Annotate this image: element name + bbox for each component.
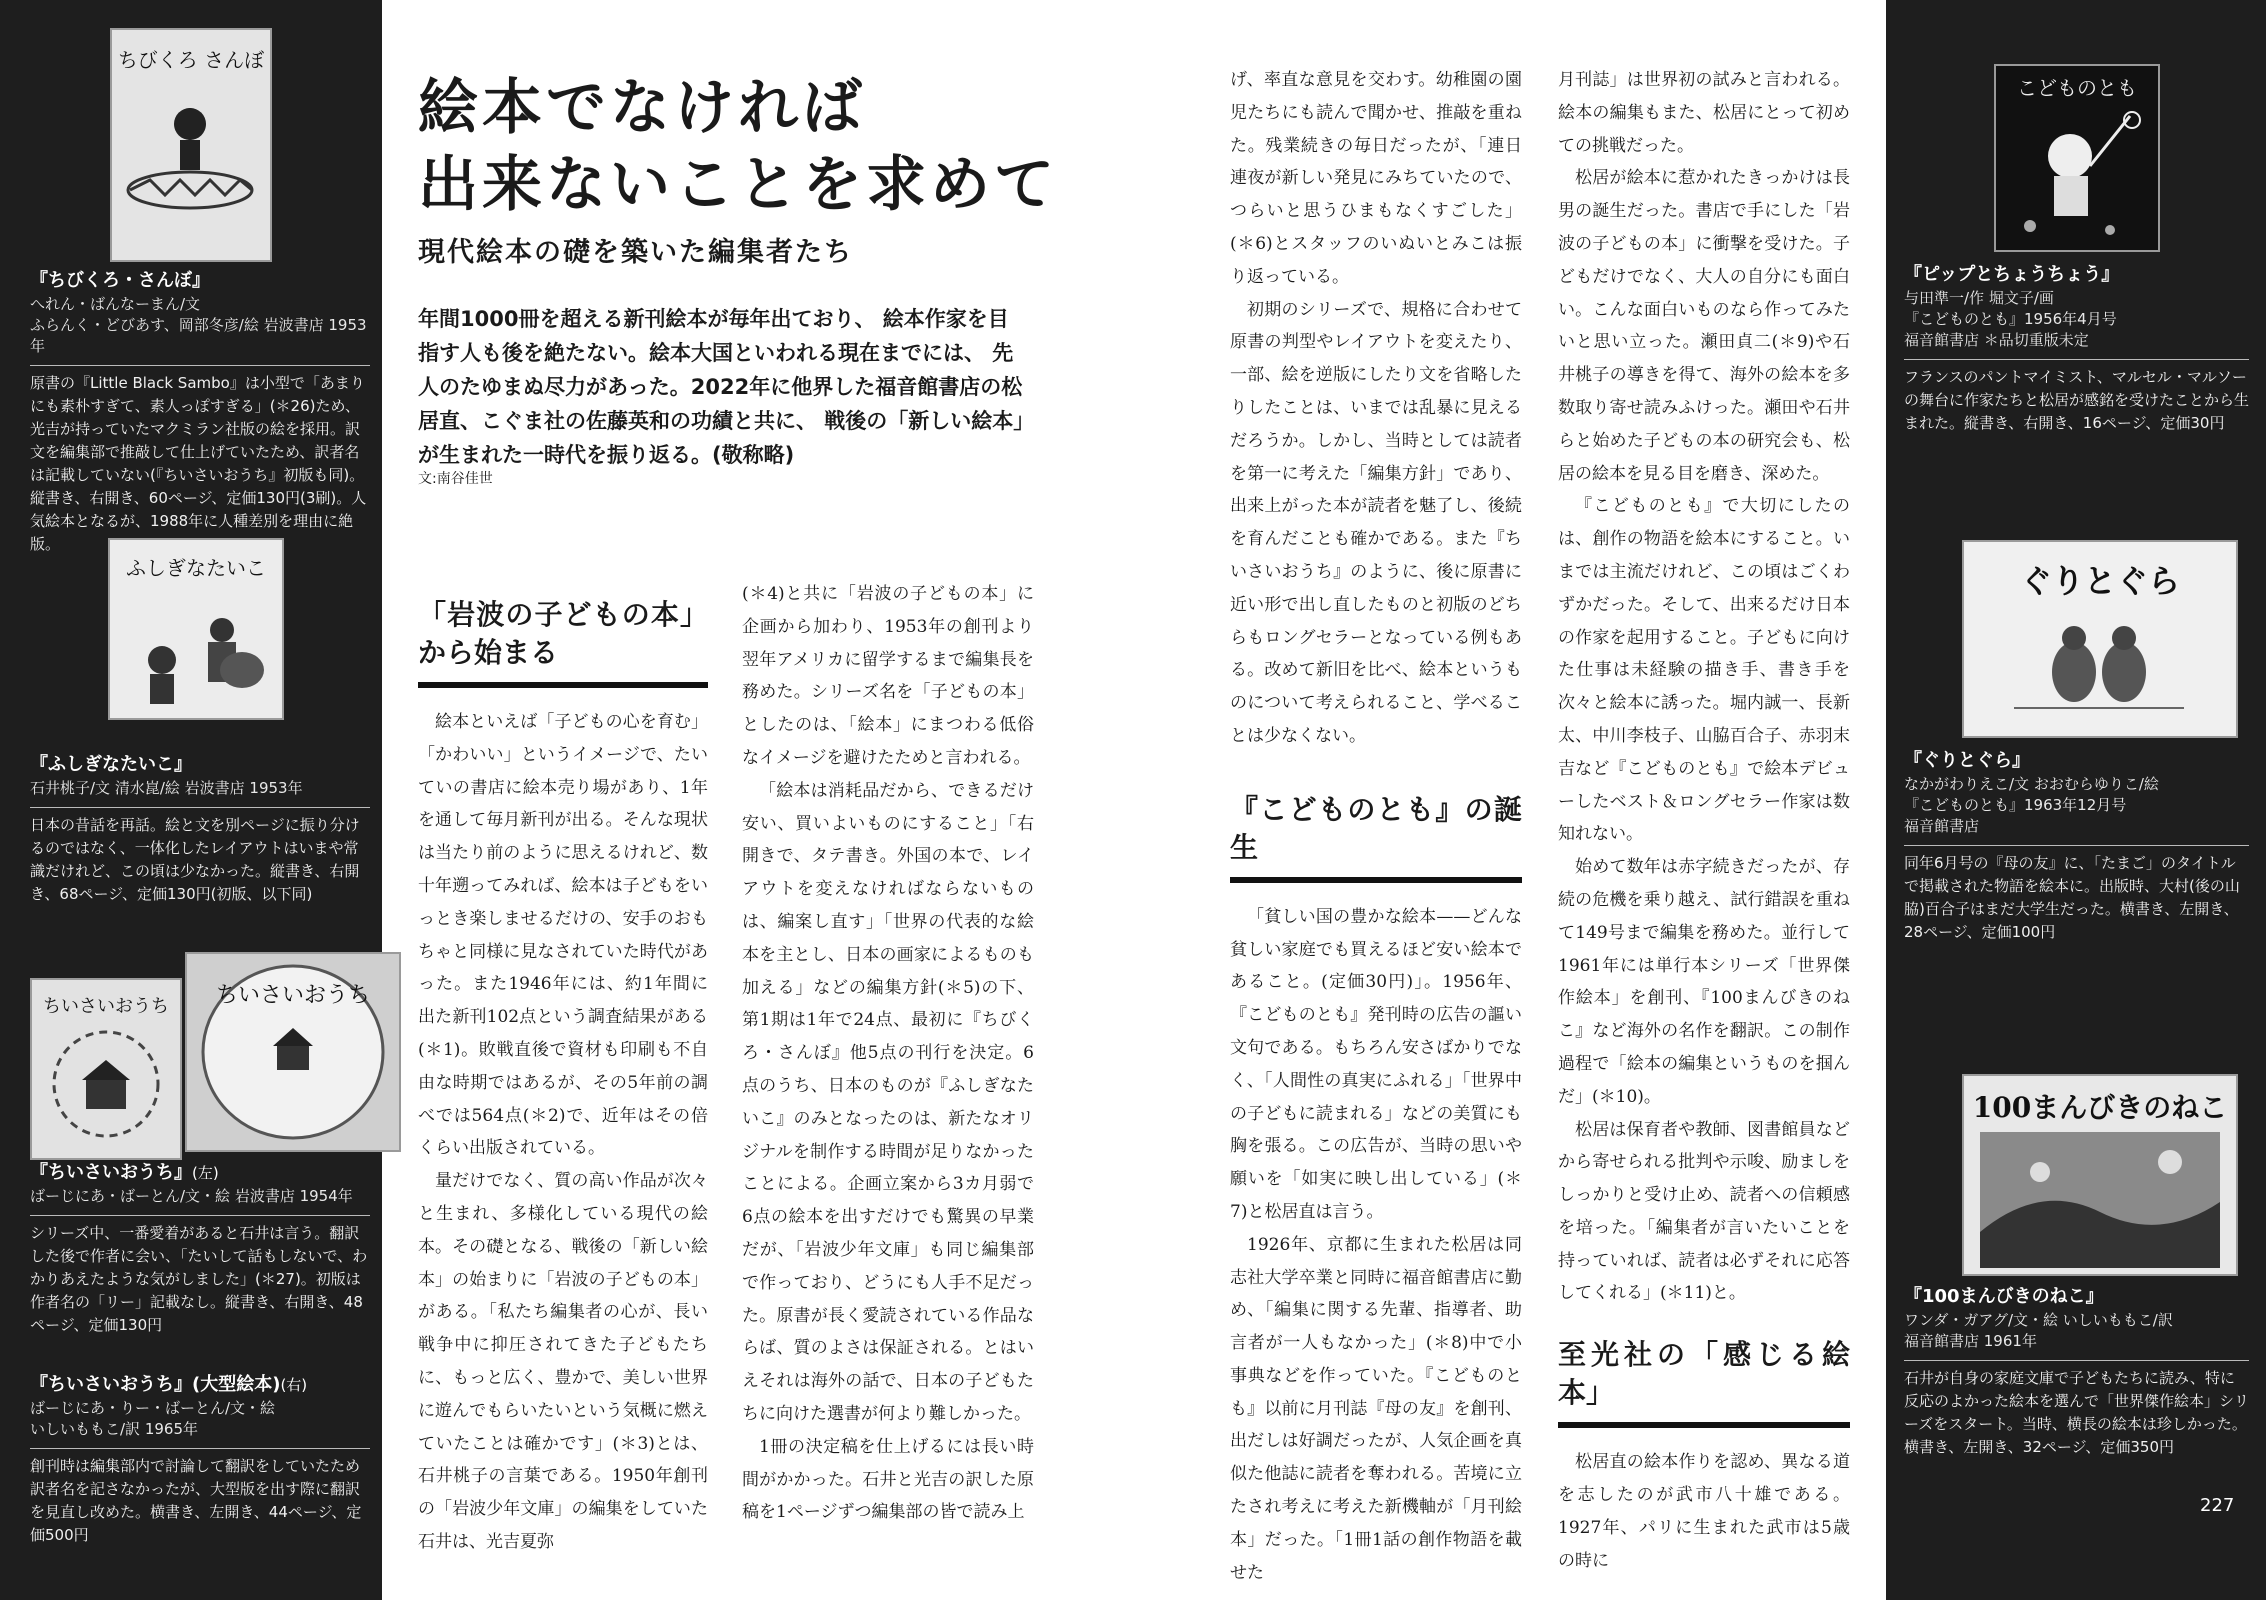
mice-illustration bbox=[1994, 612, 2204, 722]
house-illustration bbox=[46, 1024, 166, 1144]
book-cover-chiisai-ouchi-small bbox=[30, 978, 182, 1160]
left-sidebar bbox=[0, 0, 382, 1600]
caption-fushigina-taiko bbox=[30, 752, 370, 906]
drum-illustration bbox=[122, 590, 272, 710]
book-credits: ワンダ・ガアグ/文・絵 いしいももこ/訳 福音館書店 1961年 bbox=[1904, 1311, 2173, 1350]
book-credits: なかがわりえこ/文 おおむらゆりこ/絵 『こどものとも』1963年12月号 福音館書店 bbox=[1904, 775, 2159, 835]
cover-title: 100まんびきのねこ bbox=[1972, 1091, 2228, 1124]
paragraph: 始めて数年は赤字続きだったが、存続の危機を乗り越え、試行錯誤を重ねて149号まで編集を務めた。並行して1961年には単行本シリーズ「世界傑作絵本」を創刊、『100まんびきのねこ』など海外の名作を翻訳。この制作過程で「絵本の編集というものを掴んだ」(＊10)。 bbox=[1558, 857, 1850, 1107]
paragraph: 量だけでなく、質の高い作品が次々と生まれ、多様化している現代の絵本。その礎となる、戦後の「新しい絵本」の始まりに「岩波の子どもの本」がある。「私たち編集者の心が、長い戦争中に抑圧されてきた子どもたちに、もっと広く、豊かで、美しい世界に遊んでもらいたいという気概に燃えていたことは確かです」(＊3)とは、石井桃子の言葉である。1950年創刊の「岩波少年文庫」の編集をしていた石井は、光吉夏弥 bbox=[418, 1171, 708, 1552]
book-description: 創刊時は編集部内で討論して翻訳をしていたため訳者名を記さなかったが、大型版を出す際に翻訳を見直し改めた。横書き、左開き、44ページ、定価500円 bbox=[30, 1457, 362, 1544]
book-cover-chiisai-ouchi-large bbox=[185, 952, 401, 1152]
column-1 bbox=[418, 596, 708, 1559]
book-title-note: (左) bbox=[192, 1164, 219, 1182]
cover-title-large: ちいさいおうち bbox=[215, 983, 370, 1008]
divider bbox=[30, 1448, 370, 1449]
book-cover-pip-to-chouchou bbox=[1994, 64, 2160, 252]
book-description: シリーズ中、一番愛着があると石井は言う。翻訳した後で作者に会い、「たいして話もしないで、わかりあえたような気がしました」(＊27)。初版は作者名の「リー」記載なし。縦書き、右開き、48ページ、定価130円 bbox=[30, 1224, 368, 1334]
tiger-illustration bbox=[120, 100, 260, 230]
paragraph: 初期のシリーズで、規格に合わせて原書の判型やレイアウトを変えたり、一部、絵を逆版にしたり文を省略したりしたことは、いまでは乱暴に見えるだろうか。しかし、当時としては読者を第一に考えた「編集方針」であり、出来上がった本が読者を魅了し、後続を育んだことも確かである。また『ちいさいおうち』のように、後に原書に近い形で出し直したものと初版のどちらもロングセラーとなっている例もある。改めて新旧を比べ、絵本というものについて考えられること、学べることは少なくない。 bbox=[1230, 299, 1522, 746]
book-cover-fushigina-taiko bbox=[108, 538, 284, 720]
book-cover-chibikuro-sanbo bbox=[110, 28, 272, 262]
book-cover-guri-to-gura bbox=[1962, 540, 2238, 738]
book-title: 『ピップとちょうちょう』 bbox=[1904, 264, 2120, 285]
caption-pip-to-chouchou bbox=[1904, 262, 2249, 435]
article-lead: 年間1000冊を超える新刊絵本が毎年出ており、 絵本作家を目指す人も後を絶たない。絵本大国といわれる現在までには、 先人のたゆまぬ尽力があった。2022年に他界した福音館書店の松居直、こぐま社の佐藤英和の功績と共に、 戦後の「新しい絵本」が生まれた一時代を振り返る。(敬称略) bbox=[418, 307, 1024, 467]
divider bbox=[30, 365, 370, 366]
cover-title: ちびくろ さんぼ bbox=[117, 48, 265, 72]
paragraph: 月刊誌」は世界初の試みと言われる。絵本の編集もまた、松居にとって初めての挑戦だった。 bbox=[1558, 70, 1850, 156]
divider bbox=[1904, 359, 2249, 360]
paragraph: 1冊の決定稿を仕上げるには長い時間がかかった。石井と光吉の訳した原稿を1ページずつ編集部の皆で読み上 bbox=[742, 1436, 1034, 1523]
book-credits: 石井桃子/文 清水崑/絵 岩波書店 1953年 bbox=[30, 779, 303, 797]
paragraph: 『こどものとも』で大切にしたのは、創作の物語を絵本にすること。いまでは主流だけれど、この頃はごくわずかだった。そして、出来るだけ日本の作家を起用すること。子どもに向けた仕事は未経験の描き手、書き手を次々と絵本に誘った。堀内誠一、長新太、中川李枝子、山脇百合子、赤羽末吉など『こどものとも』で絵本デビューしたベスト＆ロングセラー作家は数知れない。 bbox=[1558, 496, 1850, 845]
book-title-text: 『ちいさいおうち』(大型絵本) bbox=[30, 1374, 281, 1395]
book-credits: ばーじにあ・りー・ばーとん/文・絵 いしいももこ/訳 1965年 bbox=[30, 1399, 276, 1438]
caption-guri-to-gura bbox=[1904, 748, 2249, 944]
book-title: 『100まんびきのねこ』 bbox=[1904, 1286, 2104, 1307]
book-title-note: (右) bbox=[280, 1376, 308, 1394]
cover-title: ふしぎなたいこ bbox=[126, 556, 266, 580]
column-2 bbox=[742, 578, 1034, 1529]
cover-title: ぐりとぐら bbox=[2019, 562, 2180, 600]
paragraph: 松居直の絵本作りを認め、異なる道を志したのが武市八十雄である。1927年、パリに生まれた武市は5歳の時に bbox=[1558, 1452, 1850, 1571]
book-title bbox=[30, 1372, 370, 1398]
book-description: フランスのパントマイミスト、マルセル・マルソーの舞台に作家たちと松居が感銘を受けたことから生まれた。縦書き、右開き、16ページ、定価30円 bbox=[1904, 368, 2250, 432]
paragraph: 松居は保育者や教師、図書館員などから寄せられる批判や示唆、励ましをしっかりと受け止め、読者への信頼感を培った。「編集者が言いたいことを持っていれば、読者は必ずそれに応答してくれる」(＊11)と。 bbox=[1558, 1119, 1850, 1304]
book-title: 『ぐりとぐら』 bbox=[1904, 750, 2030, 771]
divider bbox=[30, 1215, 370, 1216]
section-heading-kodomonotomo: 『こどものとも』の誕生 bbox=[1230, 791, 1522, 883]
paragraph: 1926年、京都に生まれた松居は同志社大学卒業と同時に福音館書店に勤め、「編集に関する先輩、指導者、助言者が一人もなかった」(＊8)中で小事典などを作っていた。『こどものとも』以前に月刊誌『母の友』を創刊、出だしは好調だったが、人気企画を真似た他誌に読者を奪われる。苦境に立たされ考えに考えた新機軸が「月刊絵本」だった。「1冊1話の創作物語を載せた bbox=[1230, 1234, 1522, 1583]
cover-title: ちいさいおうち bbox=[43, 996, 169, 1017]
book-credits: ばーじにあ・ばーとん/文・絵 岩波書店 1954年 bbox=[30, 1187, 353, 1205]
divider bbox=[1904, 845, 2249, 846]
right-sidebar bbox=[1886, 0, 2266, 1600]
book-description: 日本の昔話を再話。絵と文を別ページに振り分けるのではなく、一体化したレイアウトはいまや常識だけれど、この頃は少なかった。縦書き、右開き、68ページ、定価130円(初版、以下同) bbox=[30, 816, 360, 903]
paragraph: げ、率直な意見を交わす。幼稚園の園児たちにも読んで聞かせ、推敲を重ねた。残業続きの毎日だったが、「連日連夜が新しい発見にみちていたので、つらいと思うひまもなくすごした」(＊6)とスタッフのいぬいとみこは振り返っている。 bbox=[1230, 70, 1522, 287]
paragraph: 絵本といえば「子どもの心を育む」「かわいい」というイメージで、たいていの書店に絵本売り場があり、1年を通して毎月新刊が出る。そんな現状は当たり前のように思えるけれど、数十年遡ってみれば、絵本は子どもをいっとき楽しませるだけの、安手のおもちゃと同様に見なされていた時代があった。また1946年には、約1年間に出た新刊102点という調査結果がある(＊1)。敗戦直後で資材も印刷も不自由な時期ではあるが、その5年前の調べでは564点(＊2)で、近年はその倍くらい出版されている。 bbox=[418, 712, 708, 1159]
paragraph: 「貧しい国の豊かな絵本——どんな貧しい家庭でも買えるほど安い絵本であること。(定価30円)」。1956年、『こどものとも』発刊時の広告の謳い文句である。もちろん安さばかりでなく、「人間性の真実にふれる」「世界中の子どもに読まれる」などの美質にも胸を張る。この広告が、当時の思いや願いを「如実に映し出している」(＊7)と松居直は言う。 bbox=[1230, 906, 1522, 1222]
child-butterfly-illustration bbox=[2010, 106, 2146, 246]
article-title bbox=[418, 70, 1058, 224]
divider bbox=[30, 807, 370, 808]
article-author: 文:南谷佳世 bbox=[418, 471, 493, 487]
caption-chiisai-ouchi-large bbox=[30, 1372, 370, 1547]
book-description: 同年6月号の『母の友』に、「たまご」のタイトルで掲載された物語を絵本に。出版時、大村(後の山脇)百合子はまだ大学生だった。横書き、左開き、28ページ、定価100円 bbox=[1904, 854, 2240, 941]
title-line-1: 絵本でなければ bbox=[418, 73, 866, 143]
book-description: 石井が自身の家庭文庫で子どもたちに読み、特に反応のよかった絵本を選んで「世界傑作絵本」シリーズをスタート。当時、横長の絵本は珍しかった。横書き、左開き、32ページ、定価350円 bbox=[1904, 1369, 2250, 1456]
cover-title: こどものとも bbox=[2017, 76, 2137, 100]
paragraph: (＊4)と共に「岩波の子どもの本」に企画から加わり、1953年の創刊より翌年アメリカに留学するまで編集長を務めた。シリーズ名を「子どもの本」としたのは、「絵本」にまつわる低俗なイメージを避けたためと言われる。 bbox=[742, 584, 1034, 768]
column-4 bbox=[1558, 64, 1850, 1577]
book-title: 『ふしぎなたいこ』 bbox=[30, 754, 192, 775]
page-number: 227 bbox=[2200, 1495, 2235, 1516]
book-cover-100man-biki-no-neko bbox=[1962, 1074, 2238, 1276]
caption-chibikuro-sanbo bbox=[30, 268, 370, 556]
article-subtitle: 現代絵本の礎を築いた編集者たち bbox=[418, 237, 853, 268]
book-description: 原書の『Little Black Sambo』は小型で「あまりにも素朴すぎて、素人っぽすぎる」(＊26)ため、光吉が持っていたマクミラン社版の絵を採用。訳文を編集部で推敲して仕上げていたため、訳者名は記載していない(『ちいさいおうち』初版も同)。縦書き、右開き、60ページ、定価130円(3刷)。人気絵本となるが、1988年に人種差別を理由に絶版。 bbox=[30, 374, 367, 553]
column-3 bbox=[1230, 64, 1522, 1589]
paragraph: 松居が絵本に惹かれたきっかけは長男の誕生だった。書店で手にした「岩波の子どもの本」に衝撃を受けた。子どもだけでなく、大人の自分にも面白い。こんな面白いものなら作ってみたいと思い立った。瀬田貞二(＊9)や石井桃子の導きを得て、海外の絵本を多数取り寄せ読みふけった。瀬田や石井らと始めた子どもの本の研究会も、松居の絵本を見る目を磨き、深めた。 bbox=[1558, 168, 1850, 484]
section-heading-shikosha: 至光社の「感じる絵本」 bbox=[1558, 1336, 1850, 1428]
title-line-2: 出来ないことを求めて bbox=[418, 150, 1058, 220]
divider bbox=[1904, 1360, 2249, 1361]
cats-hill-illustration bbox=[1980, 1132, 2220, 1268]
book-title-text: 『ちいさいおうち』 bbox=[30, 1162, 192, 1183]
book-credits: 与田準一/作 堀文子/画 『こどものとも』1956年4月号 福音館書店 ＊品切重版未定 bbox=[1904, 289, 2117, 349]
caption-100man-biki-no-neko bbox=[1904, 1284, 2249, 1459]
caption-chiisai-ouchi bbox=[30, 1160, 370, 1337]
paragraph: 「絵本は消耗品だから、できるだけ安い、買いよいものにすること」「右開きで、タテ書き。外国の本で、レイアウトを変えなければならないものは、編案し直す」「世界の代表的な絵本を主とし、日本の画家によるものも加える」などの編集方針(＊5)の下、第1期は1年で24点、最初に『ちびくろ・さんぼ』他5点の刊行を決定。6点のうち、日本のものが『ふしぎなたいこ』のみとなったのは、新たなオリジナルを制作する時間が足りなかったことによる。企画立案から3カ月弱で6点の絵本を出すだけでも驚異の早業だが、「岩波少年文庫」も同じ編集部で作っており、どうにも人手不足だった。原書が長く愛読されている作品ならば、質のよさは保証される。とはいえそれは海外の話で、日本の子どもたちに向けた選書が何より難しかった。 bbox=[742, 780, 1034, 1424]
book-credits: へれん・ばんなーまん/文 ふらんく・どびあす、岡部冬彦/絵 岩波書店 1953年 bbox=[30, 295, 367, 355]
book-title: 『ちびくろ・さんぼ』 bbox=[30, 270, 210, 291]
section-heading-iwanami: 「岩波の子どもの本」から始まる bbox=[418, 596, 708, 688]
book-title bbox=[30, 1160, 370, 1186]
